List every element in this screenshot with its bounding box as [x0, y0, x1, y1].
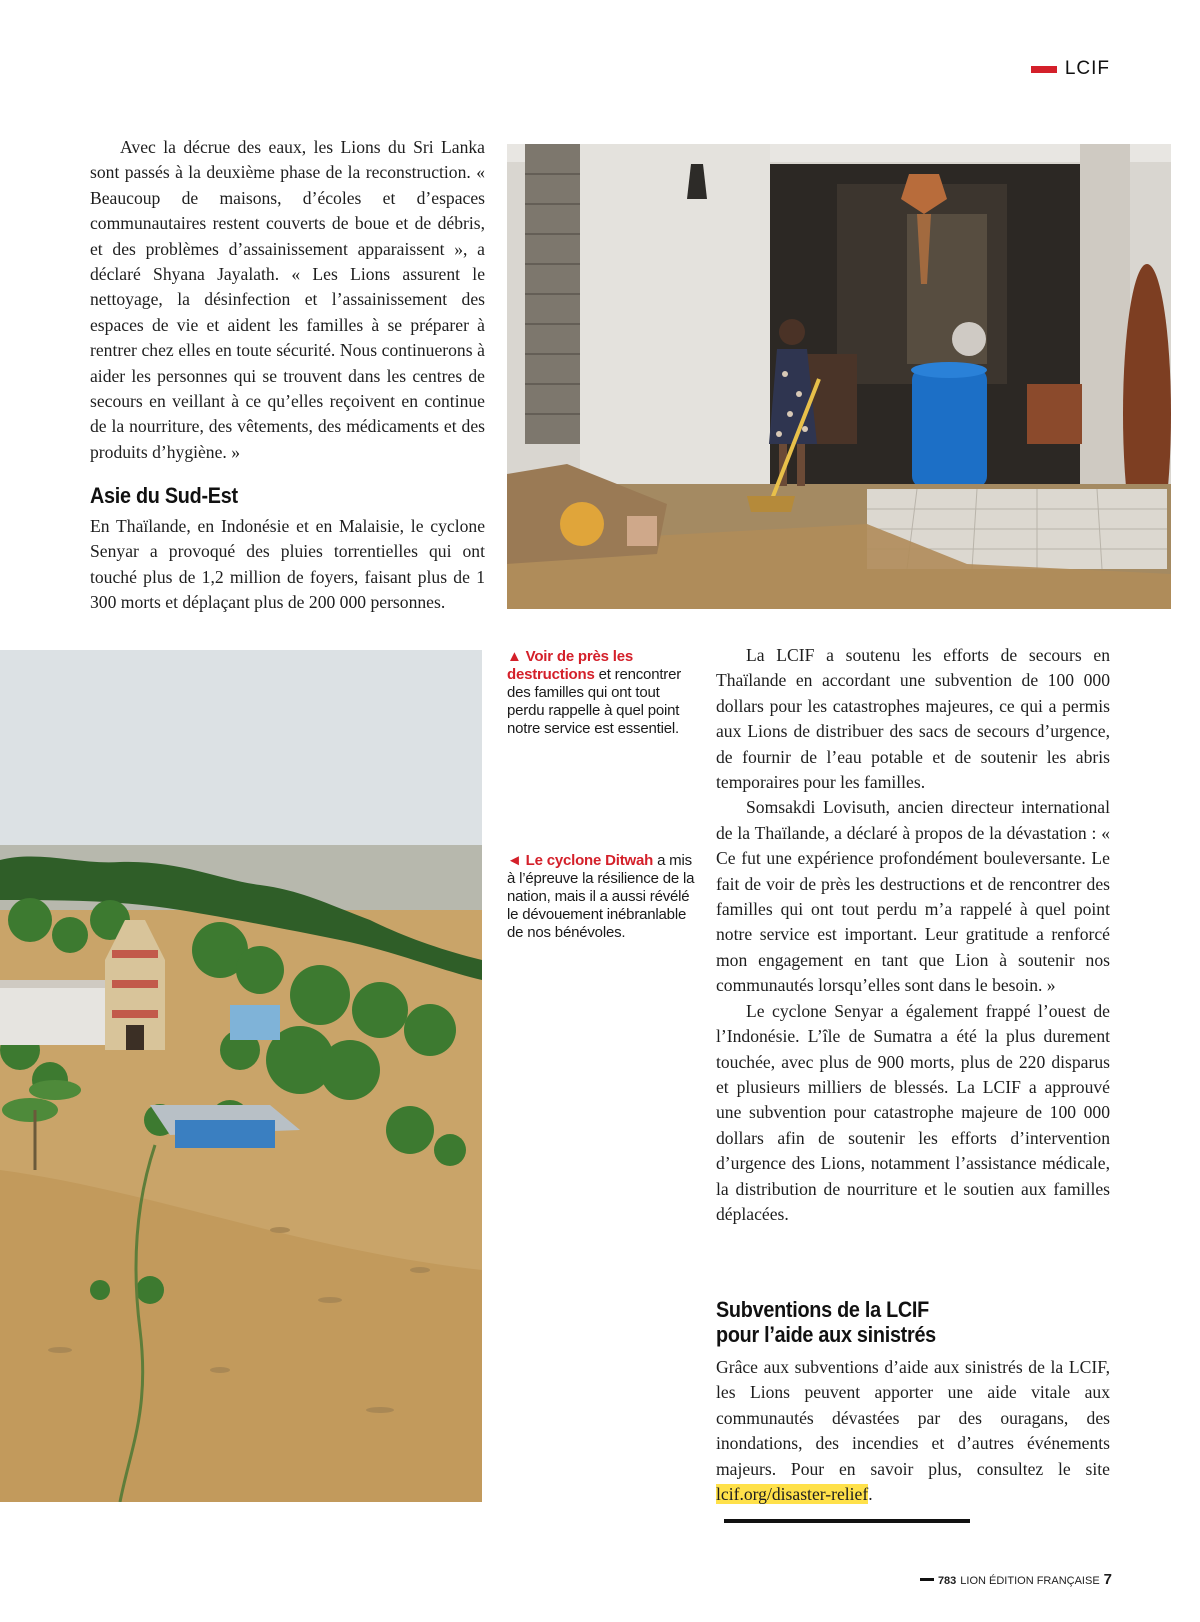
paragraph-indonesie: Le cyclone Senyar a également frappé l’ouest de l’Indonésie. L’île de Sumatra a été la plus durement touchée, avec plus de 900 morts, plus de 220 disparus et plusieurs milliers de blessés. La LCIF a approuvé une subvention pour catastrophe majeure de 100 000 dollars afin de soutenir les efforts d’intervention d’urgence des Lions, notamment l’assistance médicale, la distribution de nourriture et le soutien aux familles déplacées. [716, 1000, 1110, 1224]
caption-highlight: Le cyclone Ditwah [525, 852, 654, 869]
photo-caption-destructions [507, 648, 695, 738]
article-column-top-left [90, 135, 485, 465]
paragraph-subventions [716, 1355, 1110, 1533]
section-color-bar [1031, 66, 1057, 73]
caption-triangle-up-icon: ▲ [507, 648, 522, 665]
paragraph-somsakdi-quote: Somsakdi Lovisuth, ancien directeur international de la Thaïlande, a déclaré à propos de la dévastation : « Ce fut une expérience profondément bouleversante. Le fait de voir de près les destructions et de rencontrer des familles qui ont tout perdu m’a rappelé à quel point notre service est important. Leur gratitude a renforcé mon engagement en tant que Lion à soutenir nos communautés lorsqu’elles sont dans le besoin. » [716, 797, 1110, 996]
footer-rule [920, 1578, 934, 1581]
article-column-asie [90, 514, 485, 616]
end-of-article-bar [724, 1519, 970, 1523]
paragraph-lcif-thailande: La LCIF a soutenu les efforts de secours en Thaïlande en accordant une subvention de 100 000 dollars pour les catastrophes majeures, ce qui a permis aux Lions de distribuer des sacs de secours d’urgence, de fournir de l’eau potable et de soutenir les abris temporaires pour les familles. [716, 645, 1110, 793]
caption-text: et rencontrer des familles qui ont tout perdu rappelle à quel point notre service est essentiel. [507, 666, 682, 737]
link-period: . [868, 1484, 873, 1505]
page-footer [920, 1571, 1112, 1588]
subhead-subventions [716, 1297, 936, 1347]
magazine-name: LION ÉDITION FRANÇAISE [960, 1575, 1100, 1587]
subhead-subventions-line2: pour l’aide aux sinistrés [716, 1322, 936, 1347]
photo-aerial-flood-temple [0, 650, 482, 1502]
paragraph-asie: En Thaïlande, en Indonésie et en Malaisie, le cyclone Senyar a provoqué des pluies torrentielles qui ont touché plus de 1,2 million de foyers, faisant plus de 1 300 morts et déplaçant plus de 200 000 personnes. [90, 516, 485, 613]
photo-caption-cyclone-ditwah [507, 852, 695, 942]
issue-number: 783 [937, 1575, 957, 1587]
page-number: 7 [1103, 1571, 1112, 1588]
caption-highlight: Voir de près les destructions [507, 648, 634, 683]
article-column-right [716, 643, 1110, 1227]
caption-text: a mis à l’épreuve la résilience de la nation, mais il a aussi révélé le dévouement inébranlable de nos bénévoles. [507, 852, 695, 941]
paragraph-subventions-text: Grâce aux subventions d’aide aux sinistrés de la LCIF, les Lions peuvent apporter une aide vitale aux communautés dévastées par des ouragans, des inondations, des incendies et d’autres événements majeurs. Pour en savoir plus, consultez le site [716, 1357, 1110, 1479]
paragraph-reconstruction: Avec la décrue des eaux, les Lions du Sri Lanka sont passés à la deuxième phase de la reconstruction. « Beaucoup de maisons, d’écoles et d’espaces communautaires restent couverts de boue et de débris, et des problèmes d’assainissement apparaissent », a déclaré Shyana Jayalath. « Les Lions assurent le nettoyage, la désinfection et l’assainissement des espaces de vie et aident les familles à se préparer à rentrer chez elles en toute sécurité. Nous continuerons à aider les personnes qui se trouvent dans les centres de secours en veillant à ce qu’elles reçoivent en continue de la nourriture, des vêtements, des médicaments et des produits d’hygiène. » [90, 137, 485, 462]
article-column-subventions [716, 1355, 1110, 1533]
caption-triangle-left-icon: ◄ [507, 852, 522, 869]
subhead-asie-sud-est: Asie du Sud-Est [90, 483, 238, 508]
disaster-relief-link[interactable]: lcif.org/disaster-relief [716, 1484, 869, 1505]
section-header [1031, 58, 1110, 80]
section-label: LCIF [1064, 58, 1110, 79]
subhead-subventions-line1: Subventions de la LCIF [716, 1297, 929, 1322]
photo-woman-sweeping-flooded-house [507, 144, 1171, 609]
